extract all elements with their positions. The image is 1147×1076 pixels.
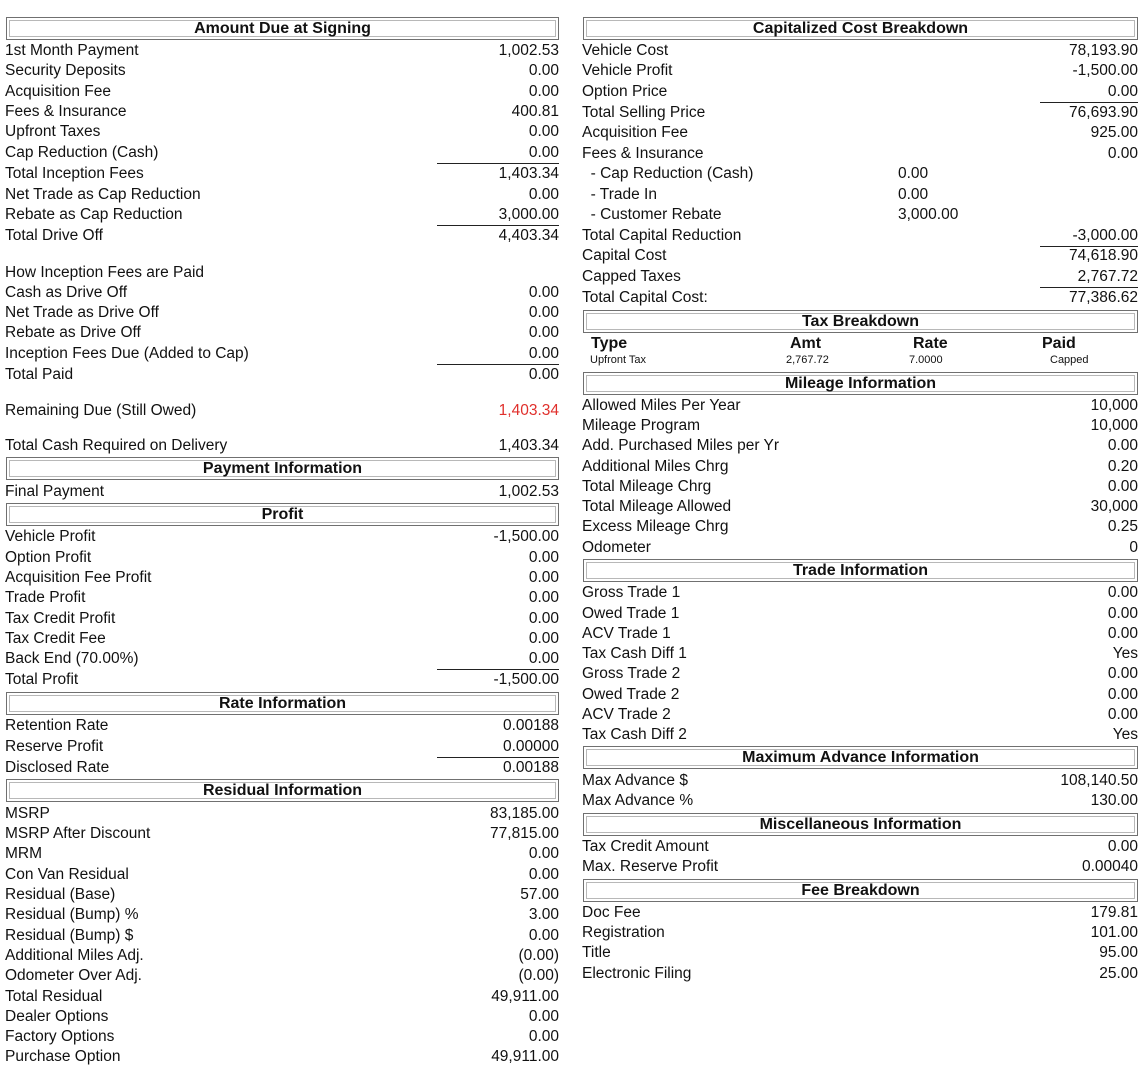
row-label: Residual (Base): [5, 886, 116, 903]
row-label: Residual (Bump) $: [5, 927, 134, 944]
amount-due-row: [5, 82, 559, 102]
row-label: Vehicle Cost: [582, 42, 669, 59]
row-label: Acquisition Fee: [5, 83, 111, 100]
row-label: Tax Credit Amount: [582, 838, 709, 855]
row-value: 0.00: [528, 569, 559, 586]
row-label: Gross Trade 1: [582, 584, 681, 601]
amount-due-row: [5, 263, 559, 283]
row-label: Retention Rate: [5, 717, 109, 734]
row-label: Security Deposits: [5, 62, 126, 79]
row-label: Option Profit: [5, 549, 92, 566]
row-label: Disclosed Rate: [5, 759, 110, 776]
profit-row: [5, 649, 559, 669]
row-value: 101.00: [1090, 924, 1138, 941]
profit-row: [5, 568, 559, 588]
trade-row: [582, 583, 1138, 603]
row-label: Trade Profit: [5, 589, 86, 606]
row-value: 1,403.34: [498, 165, 559, 182]
row-value: 925.00: [1090, 124, 1138, 141]
row-label: Additional Miles Chrg: [582, 458, 729, 475]
row-label: Total Residual: [5, 988, 103, 1005]
row-value: 0.00: [1107, 83, 1138, 100]
amount-due-header: Amount Due at Signing: [6, 17, 559, 40]
row-label: - Trade In: [582, 186, 657, 203]
row-label: Purchase Option: [5, 1048, 121, 1065]
row-value: 2,767.72: [1077, 268, 1138, 285]
row-value: -1,500.00: [1072, 62, 1138, 79]
tax-breakdown-header: Tax Breakdown: [583, 310, 1138, 333]
row-label: Total Mileage Allowed: [582, 498, 732, 515]
max-advance-row: [582, 791, 1138, 811]
cap-cost-row: [582, 246, 1138, 266]
row-value: 76,693.90: [1069, 104, 1138, 121]
row-value: 0.00: [1107, 838, 1138, 855]
row-value: 1,002.53: [498, 42, 559, 59]
row-value: 0.00: [1107, 145, 1138, 162]
rate-row: [5, 737, 559, 757]
residual-row: [5, 1007, 559, 1027]
misc-row: [582, 837, 1138, 857]
amount-due-row: [5, 323, 559, 343]
rate-row: [5, 716, 559, 736]
row-label: Cap Reduction (Cash): [5, 144, 159, 161]
mileage-row: [582, 396, 1138, 416]
row-value: Yes: [1112, 645, 1138, 662]
row-value: 83,185.00: [490, 805, 559, 822]
residual-row: [5, 804, 559, 824]
row-value: -3,000.00: [1072, 227, 1138, 244]
row-value: 1,403.34: [498, 437, 559, 454]
max-advance-header: Maximum Advance Information: [583, 746, 1138, 769]
row-value: 0.00: [528, 650, 559, 667]
residual-row: [5, 844, 559, 864]
row-value: 0.00: [1107, 605, 1138, 622]
row-label: Tax Cash Diff 2: [582, 726, 687, 743]
row-value: 0.00: [1107, 706, 1138, 723]
row-label: Capped Taxes: [582, 268, 681, 285]
cap-cost-row: [582, 226, 1138, 246]
row-label: Con Van Residual: [5, 866, 129, 883]
amount-due-row: [5, 344, 559, 364]
amount-due-row: [5, 143, 559, 163]
row-mid-value: 0.00: [898, 165, 929, 182]
row-label: How Inception Fees are Paid: [5, 264, 205, 281]
residual-row: [5, 1027, 559, 1047]
row-label: Total Profit: [5, 671, 79, 688]
row-value: 0.00: [1107, 686, 1138, 703]
row-value: 0.00: [1107, 478, 1138, 495]
row-value: 78,193.90: [1069, 42, 1138, 59]
payment-row: [5, 482, 559, 502]
row-label: Remaining Due (Still Owed): [5, 402, 197, 419]
row-label: Final Payment: [5, 483, 105, 500]
row-value: 0.00040: [1081, 858, 1138, 875]
residual-row: [5, 1047, 559, 1067]
amount-due-row: [5, 61, 559, 81]
cap-cost-row: [582, 205, 1138, 225]
row-value: 95.00: [1099, 944, 1138, 961]
row-value: 0.00: [528, 284, 559, 301]
row-value: 74,618.90: [1069, 247, 1138, 264]
row-value: 77,386.62: [1069, 289, 1138, 306]
tax-amt-value: 2,767.72: [786, 354, 829, 366]
row-label: Odometer: [582, 539, 651, 556]
row-label: - Cap Reduction (Cash): [582, 165, 754, 182]
max-advance-row: [582, 771, 1138, 791]
row-value: 10,000: [1090, 397, 1138, 414]
row-value: 0: [1129, 539, 1138, 556]
row-label: Upfront Taxes: [5, 123, 101, 140]
row-value: 0.25: [1107, 518, 1138, 535]
row-value: 4,403.34: [498, 227, 559, 244]
mileage-row: [582, 477, 1138, 497]
tax-paid-value: Capped: [1050, 354, 1089, 366]
row-label: - Customer Rebate: [582, 206, 722, 223]
row-label: Vehicle Profit: [5, 528, 96, 545]
rate-info-header: Rate Information: [6, 692, 559, 715]
row-value: 400.81: [511, 103, 559, 120]
row-mid-value: 0.00: [898, 186, 929, 203]
row-value: 0.00: [1107, 625, 1138, 642]
profit-row: [5, 588, 559, 608]
trade-row: [582, 685, 1138, 705]
profit-row: [5, 527, 559, 547]
cap-cost-header: Capitalized Cost Breakdown: [583, 17, 1138, 40]
tax-col-amt: Amt: [790, 335, 822, 352]
amount-due-row: [5, 436, 559, 456]
tax-col-type: Type: [591, 335, 628, 352]
row-label: Fees & Insurance: [5, 103, 127, 120]
cap-cost-row: [582, 82, 1138, 102]
amount-due-row: [5, 365, 559, 385]
row-value: 130.00: [1090, 792, 1138, 809]
row-label: Acquisition Fee Profit: [5, 569, 152, 586]
amount-due-row: [5, 226, 559, 246]
row-label: Capital Cost: [582, 247, 667, 264]
trade-row: [582, 705, 1138, 725]
row-label: 1st Month Payment: [5, 42, 139, 59]
mileage-row: [582, 497, 1138, 517]
row-label: Odometer Over Adj.: [5, 967, 142, 984]
row-label: Option Price: [582, 83, 668, 100]
profit-row: [5, 629, 559, 649]
row-value: 0.00: [528, 549, 559, 566]
row-value: 49,911.00: [491, 988, 559, 1005]
tax-col-rate: Rate: [913, 335, 948, 352]
row-value: 108,140.50: [1060, 772, 1138, 789]
row-value: (0.00): [518, 967, 559, 984]
row-value: 0.00: [1107, 584, 1138, 601]
trade-row: [582, 624, 1138, 644]
row-label: Additional Miles Adj.: [5, 947, 144, 964]
cap-cost-row: [582, 61, 1138, 81]
residual-row: [5, 905, 559, 925]
row-label: MRM: [5, 845, 43, 862]
fee-row: [582, 943, 1138, 963]
row-value: 0.00: [528, 589, 559, 606]
row-label: Gross Trade 2: [582, 665, 681, 682]
row-label: Allowed Miles Per Year: [582, 397, 741, 414]
residual-row: [5, 885, 559, 905]
row-value: 0.00: [528, 1028, 559, 1045]
cap-cost-row: [582, 288, 1138, 308]
row-value: 77,815.00: [490, 825, 559, 842]
tax-rate-value: 7.0000: [909, 354, 943, 366]
row-label: Max Advance $: [582, 772, 688, 789]
row-label: Total Capital Cost:: [582, 289, 708, 306]
mileage-row: [582, 517, 1138, 537]
row-label: Back End (70.00%): [5, 650, 139, 667]
row-label: Owed Trade 1: [582, 605, 680, 622]
row-value: 10,000: [1090, 417, 1138, 434]
payment-info-header: Payment Information: [6, 457, 559, 480]
row-label: Acquisition Fee: [582, 124, 688, 141]
row-label: Tax Credit Profit: [5, 610, 116, 627]
residual-row: [5, 824, 559, 844]
residual-row: [5, 987, 559, 1007]
tax-type-value: Upfront Tax: [590, 354, 647, 366]
trade-row: [582, 604, 1138, 624]
row-label: Total Capital Reduction: [582, 227, 742, 244]
row-label: Total Cash Required on Delivery: [5, 437, 228, 454]
row-value: 0.00: [528, 123, 559, 140]
rate-row: [5, 758, 559, 778]
fee-row: [582, 964, 1138, 984]
row-label: Total Paid: [5, 366, 74, 383]
remaining-due-value: 1,403.34: [498, 402, 559, 419]
row-value: Yes: [1112, 726, 1138, 743]
row-label: Registration: [582, 924, 665, 941]
row-label: Add. Purchased Miles per Yr: [582, 437, 780, 454]
row-value: 0.00000: [502, 738, 559, 755]
row-value: 0.00: [528, 366, 559, 383]
residual-row: [5, 865, 559, 885]
amount-due-row: [5, 41, 559, 61]
row-value: (0.00): [518, 947, 559, 964]
row-value: 0.00: [528, 186, 559, 203]
trade-info-header: Trade Information: [583, 559, 1138, 582]
row-label: Excess Mileage Chrg: [582, 518, 729, 535]
amount-due-row: [5, 102, 559, 122]
row-value: 0.20: [1107, 458, 1138, 475]
row-label: Owed Trade 2: [582, 686, 680, 703]
row-value: 0.00: [528, 83, 559, 100]
row-label: Total Inception Fees: [5, 165, 144, 182]
row-label: Total Mileage Chrg: [582, 478, 712, 495]
fee-row: [582, 903, 1138, 923]
row-mid-value: 3,000.00: [898, 206, 959, 223]
row-value: 0.00: [528, 866, 559, 883]
row-label: Rebate as Cap Reduction: [5, 206, 183, 223]
cap-cost-row: [582, 103, 1138, 123]
row-label: MSRP After Discount: [5, 825, 151, 842]
row-label: Reserve Profit: [5, 738, 104, 755]
profit-row: [5, 548, 559, 568]
cap-cost-row: [582, 123, 1138, 143]
row-value: 57.00: [520, 886, 559, 903]
mileage-row: [582, 457, 1138, 477]
row-value: 1,002.53: [498, 483, 559, 500]
row-value: 0.00: [528, 304, 559, 321]
profit-row: [5, 670, 559, 690]
row-label: Fees & Insurance: [582, 145, 704, 162]
fee-row: [582, 923, 1138, 943]
residual-row: [5, 946, 559, 966]
row-value: 0.00: [528, 610, 559, 627]
row-label: Total Drive Off: [5, 227, 103, 244]
row-value: 0.00188: [502, 717, 559, 734]
row-label: Rebate as Drive Off: [5, 324, 141, 341]
amount-due-row: [5, 283, 559, 303]
row-value: 0.00: [1107, 665, 1138, 682]
residual-row: [5, 966, 559, 986]
row-label: Electronic Filing: [582, 965, 692, 982]
amount-due-row: [5, 122, 559, 142]
mileage-row: [582, 416, 1138, 436]
misc-info-header: Miscellaneous Information: [583, 813, 1138, 836]
row-label: Cash as Drive Off: [5, 284, 128, 301]
row-value: -1,500.00: [493, 671, 559, 688]
row-value: 0.00: [528, 630, 559, 647]
row-label: Title: [582, 944, 611, 961]
cap-cost-row: [582, 164, 1138, 184]
row-label: Inception Fees Due (Added to Cap): [5, 345, 249, 362]
row-label: Tax Cash Diff 1: [582, 645, 687, 662]
mileage-row: [582, 538, 1138, 558]
row-label: Residual (Bump) %: [5, 906, 139, 923]
row-label: Mileage Program: [582, 417, 701, 434]
row-value: 0.00: [528, 345, 559, 362]
row-label: Net Trade as Drive Off: [5, 304, 159, 321]
row-value: 0.00: [528, 324, 559, 341]
residual-row: [5, 926, 559, 946]
cap-cost-row: [582, 185, 1138, 205]
misc-row: [582, 857, 1138, 877]
amount-due-row: [5, 164, 559, 184]
row-value: 30,000: [1090, 498, 1138, 515]
row-label: ACV Trade 2: [582, 706, 671, 723]
profit-row: [5, 609, 559, 629]
row-value: 0.00188: [502, 759, 559, 776]
trade-row: [582, 725, 1138, 745]
row-label: Max. Reserve Profit: [582, 858, 719, 875]
row-value: 3,000.00: [498, 206, 559, 223]
row-label: Total Selling Price: [582, 104, 706, 121]
mileage-info-header: Mileage Information: [583, 372, 1138, 395]
row-value: 25.00: [1099, 965, 1138, 982]
amount-due-row: [5, 185, 559, 205]
row-label: Max Advance %: [582, 792, 694, 809]
row-label: Dealer Options: [5, 1008, 109, 1025]
profit-header: Profit: [6, 503, 559, 526]
row-value: 49,911.00: [491, 1048, 559, 1065]
mileage-row: [582, 436, 1138, 456]
row-value: 0.00: [528, 1008, 559, 1025]
amount-due-row: [5, 205, 559, 225]
row-label: Tax Credit Fee: [5, 630, 106, 647]
residual-info-header: Residual Information: [6, 779, 559, 802]
row-value: 0.00: [1107, 437, 1138, 454]
row-label: Factory Options: [5, 1028, 115, 1045]
fee-breakdown-header: Fee Breakdown: [583, 879, 1138, 902]
row-label: Net Trade as Cap Reduction: [5, 186, 201, 203]
row-value: 0.00: [528, 927, 559, 944]
tax-table: [582, 334, 1138, 370]
amount-due-row: [5, 303, 559, 323]
tax-col-paid: Paid: [1042, 335, 1076, 352]
cap-cost-row: [582, 41, 1138, 61]
cap-cost-row: [582, 144, 1138, 164]
row-label: MSRP: [5, 805, 50, 822]
trade-row: [582, 664, 1138, 684]
row-label: Doc Fee: [582, 904, 641, 921]
trade-row: [582, 644, 1138, 664]
row-value: 3.00: [528, 906, 559, 923]
cap-cost-row: [582, 267, 1138, 287]
row-value: 0.00: [528, 62, 559, 79]
row-label: Vehicle Profit: [582, 62, 673, 79]
row-value: 0.00: [528, 845, 559, 862]
row-value: 0.00: [528, 144, 559, 161]
row-value: -1,500.00: [493, 528, 559, 545]
amount-due-row: [5, 401, 559, 421]
row-label: ACV Trade 1: [582, 625, 671, 642]
row-value: 179.81: [1090, 904, 1138, 921]
